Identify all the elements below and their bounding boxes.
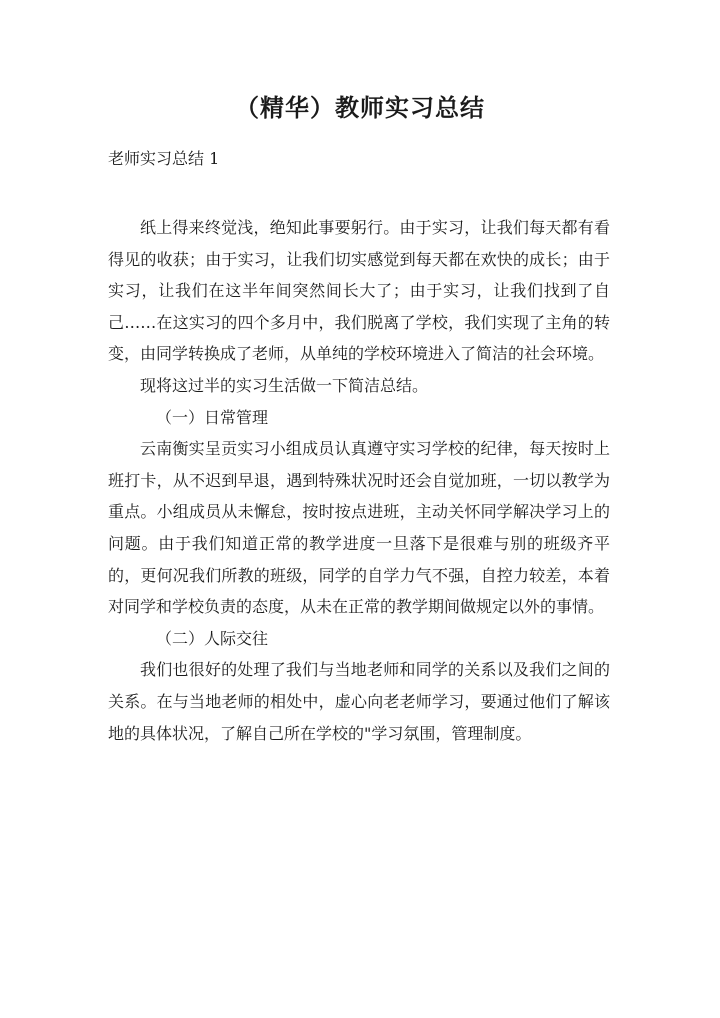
paragraph-daily-management: 云南衡实呈贡实习小组成员认真遵守实习学校的纪律，每天按时上班打卡，从不迟到早退，遇到特殊状况时还会自觉加班，一切以教学为重点。小组成员从未懈怠，按时按点进班，主动关怀同学解决学习上的问题。由于我们知道正常的教学进度一旦落下是很难与别的班级齐平的，更何况我们所教的班级，同学的自学力气不强，自控力较差，本着对同学和学校负责的态度，从未在正常的教学期间做规定以外的事情。 xyxy=(108,439,610,617)
paragraph-summary-lead: 现将这过半的实习生活做一下简洁总结。 xyxy=(140,375,429,395)
paragraph-intro: 纸上得来终觉浅，绝知此事要躬行。由于实习，让我们每天都有看得见的收获；由于实习，让我们切实感觉到每天都在欢快的成长；由于实习，让我们在这半年间突然间长大了；由于实习，让我们找到了自己……在这实习的四个多月中，我们脱离了学校，我们实现了主角的转变，由同学转换成了老师，从单纯的学校环境进入了简洁的社会环境。 xyxy=(108,218,610,364)
section-heading-daily-management: （一）日常管理 xyxy=(156,407,269,427)
document-subtitle: 老师实习总结 1 xyxy=(108,149,220,168)
document-title: （精华）教师实习总结 xyxy=(235,93,485,122)
paragraph-interpersonal: 我们也很好的处理了我们与当地老师和同学的关系以及我们之间的关系。在与当地老师的相处中，虚心向老老师学习，要通过他们了解该地的具体状况，了解自己所在学校的"学习氛围，管理制度。 xyxy=(108,660,610,743)
section-heading-interpersonal: （二）人际交往 xyxy=(156,628,269,648)
document-body xyxy=(108,212,610,749)
